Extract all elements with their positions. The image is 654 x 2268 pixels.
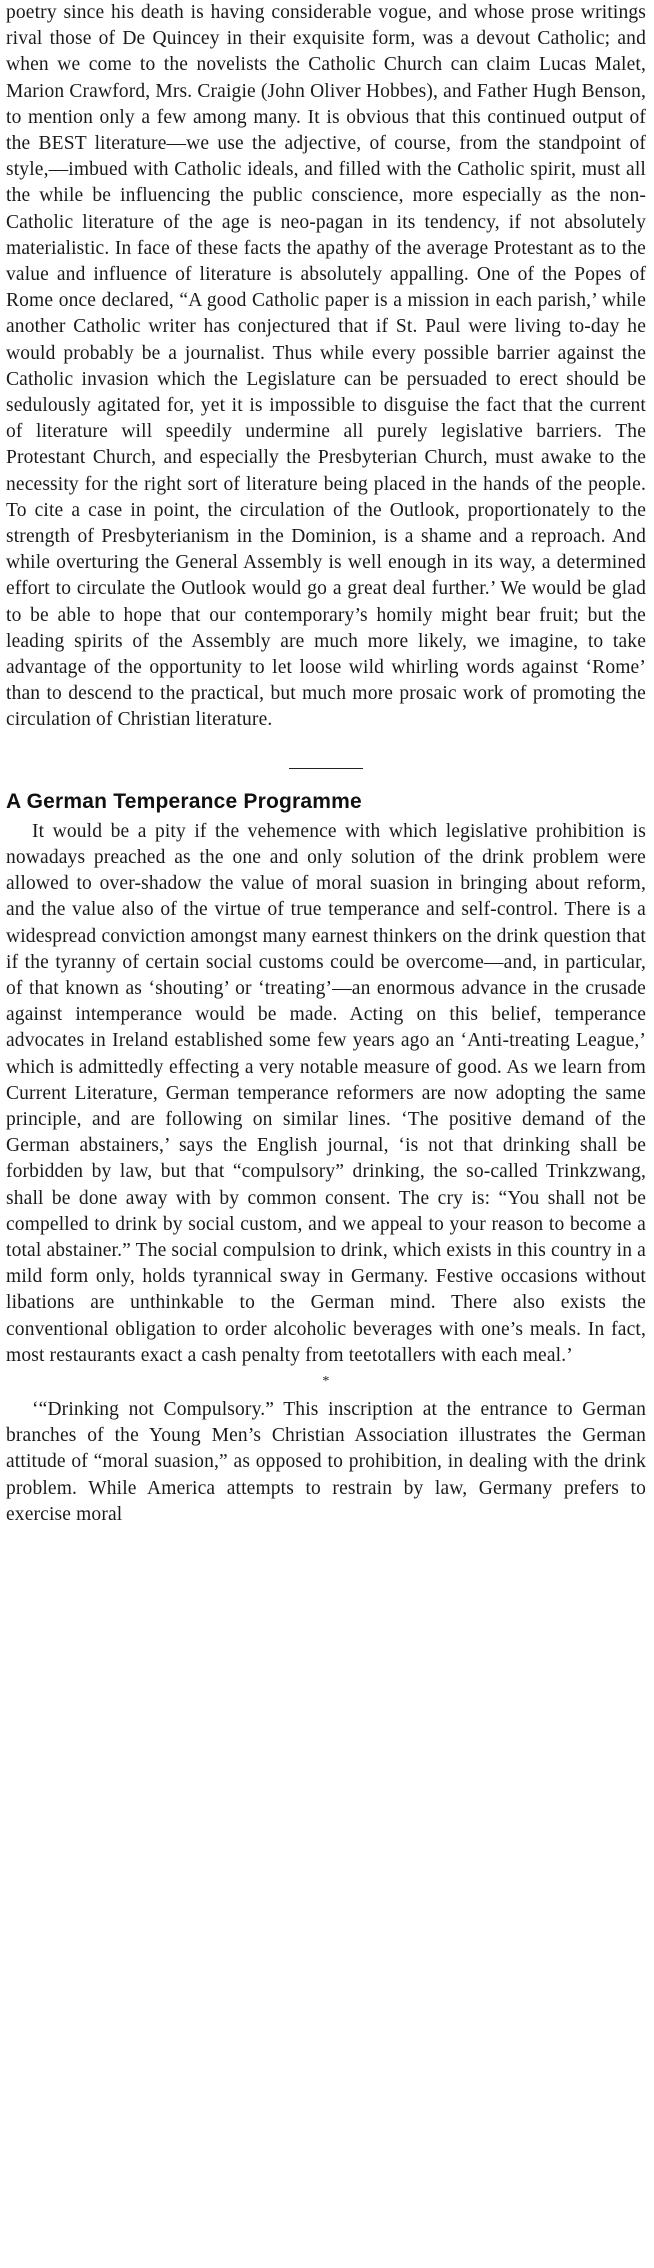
newspaper-column: [6, 0, 646, 1528]
article-body-paragraph: It would be a pity if the vehemence with which legislative prohibition is nowadays preached as the one and only solution of the drink problem were allowed to over-shadow the value of moral suasion in bringing about reform, and the value also of the virtue of true temperance and self-control. There is a widespread conviction amongst many earnest thinkers on the drink question that if the tyranny of certain social customs could be overcome—and, in particular, of that known as ‘shouting’ or ‘treating’—an enormous advance in the crusade against intemperance would be made. Acting on this belief, temperance advocates in Ireland established some few years ago an ‘Anti-treating League,’ which is admittedly effecting a very notable measure of good. As we learn from Current Literature, German temperance reformers are now adopting the same principle, and are following on similar lines. ‘The positive demand of the German abstainers,’ says the English journal, ‘is not that drinking shall be forbidden by law, but that “compulsory” drinking, the so-called Trinkzwang, shall be done away with by common consent. The cry is: “You shall not be compelled to drink by social custom, and we appeal to your reason to become a total abstainer.” The social compulsion to drink, which exists in this country in a mild form only, holds tyrannical sway in Germany. Festive occasions without libations are unthinkable to the German mind. There also exists the conventional obligation to order alcoholic beverages with one’s meals. In fact, most restaurants exact a cash penalty from teetotallers with each meal.’: [6, 820, 646, 1366]
article-heading: A German Temperance Programme: [6, 789, 362, 813]
separator-asterisk: *: [322, 1373, 330, 1389]
section-divider: [289, 768, 363, 769]
article-body-paragraph: poetry since his death is having considerable vogue, and whose prose writings rival those of De Quincey in their exquisite form, was a devout Catholic; and when we come to the novelists the Catholic Church can claim Lucas Malet, Marion Crawford, Mrs. Craigie (John Oliver Hobbes), and Father Hugh Benson, to mention only a few among many. It is obvious that this continued output of the BEST literature—we use the adjective, of course, from the standpoint of style,—imbued with Catholic ideals, and filled with the Catholic spirit, must all the while be influencing the public conscience, more especially as the non-Catholic literature of the age is neo-pagan in its tendency, if not absolutely materialistic. In face of these facts the apathy of the average Protestant as to the value and influence of literature is absolutely appalling. One of the Popes of Rome once declared, “A good Catholic paper is a mission in each parish,’ while another Catholic writer has conjectured that if St. Paul were living to-day he would probably be a journalist. Thus while every possible barrier against the Catholic invasion which the Legislature can be persuaded to erect should be sedulously agitated for, yet it is impossible to disguise the fact that the current of literature will speedily undermine all purely legislative barriers. The Protestant Church, and especially the Presbyterian Church, must awake to the necessity for the right sort of literature being placed in the hands of the people. To cite a case in point, the circulation of the Outlook, proportionately to the strength of Presbyterianism in the Dominion, is a shame and a reproach. And while overturing the General Assembly is well enough in its way, a determined effort to circulate the Outlook would go a great deal further.’ We would be glad to be able to hope that our contemporary’s homily might bear fruit; but the leading spirits of the Assembly are much more likely, we imagine, to take advantage of the opportunity to let loose wild whirling words against ‘Rome’ than to descend to the practical, but much more prosaic work of promoting the circulation of Christian literature.: [6, 2, 646, 731]
article-body-paragraph: ‘“Drinking not Compulsory.” This inscription at the entrance to German branches of the Young Men’s Christian Association illustrates the German attitude of “moral suasion,” as opposed to prohibition, in dealing with the drink problem. While America attempts to restrain by law, Germany prefers to exercise moral: [6, 1398, 646, 1525]
